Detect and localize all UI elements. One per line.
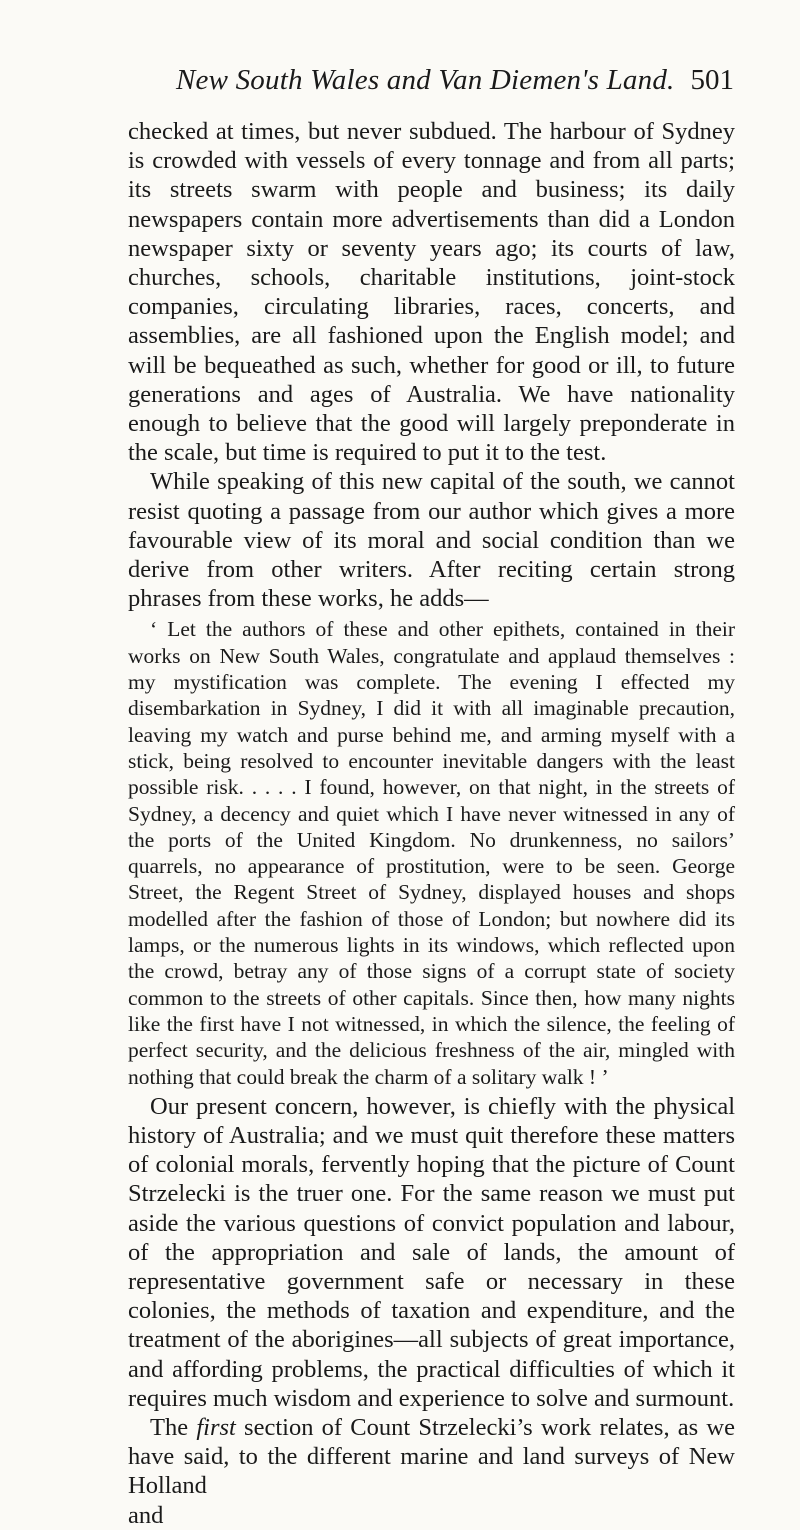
paragraph-first-section [128,1413,735,1501]
paragraph-continued: checked at times, but never subdued. The harbour of Sydney is crowded with vessels of every tonnage and from all parts; its streets swarm with people and business; its daily newspapers contain more advertisements than did a London newspaper sixty or seventy years ago; its courts of law, churches, schools, charitable institutions, joint-stock companies, circulating libraries, races, concerts, and assemblies, are all fashioned upon the English model; and will be bequeathed as such, whether for good or ill, to future generations and ages of Australia. We have nationality enough to believe that the good will largely preponderate in the scale, but time is required to put it to the test. [128,118,735,467]
paragraph-sydney-capital: While speaking of this new capital of the south, we cannot resist quoting a passage from our author which gives a more favourable view of its moral and social condition than we derive from other writers. After reciting certain strong phrases from these works, he adds— [128,468,735,613]
paragraph-physical-history: Our present concern, however, is chiefly with the physical history of Australia; and we must quit therefore these matters of colonial morals, fervently hoping that the picture of Count Strzelecki is the truer one. For the same reason we must put aside the various questions of convict population and labour, of the appropriation and sale of lands, the amount of representative government safe or necessary in these colonies, the methods of taxation and expenditure, and the treatment of the aborigines—all subjects of great importance, and affording problems, the practical difficulties of which it requires much wisdom and experience to solve and surmount. [128,1092,735,1412]
running-title: New South Wales and Van Diemen's Land. [176,64,675,96]
catchword: and [128,1501,164,1529]
page-number: 501 [690,64,734,96]
page-body [128,117,735,1530]
paragraph-rest: section of Count Strzelecki’s work relates, as we have said, to the different marine and land surveys of New Holland [128,1414,735,1500]
emphasis-first: first [196,1414,236,1442]
block-quotation: ‘ Let the authors of these and other epithets, contained in their works on New South Wales, congratulate and applaud themselves : my mystification was complete. The evening I effected my disembarkation in Sydney, I did it with all imaginable precaution, leaving my watch and purse behind me, and arming myself with a stick, being resolved to encounter inevitable dangers with the least possible risk. . . . . I found, however, on that night, in the streets of Sydney, a decency and quiet which I have never witnessed in any of the ports of the United Kingdom. No drunkenness, no sailors’ quarrels, no appearance of prostitution, were to be seen. George Street, the Regent Street of Sydney, displayed houses and shops modelled after the fashion of those of London; but nowhere did its lamps, or the numerous lights in its windows, which reflected upon the crowd, betray any of those signs of a corrupt state of society common to the streets of other capitals. Since then, how many nights like the first have I not witnessed, in which the silence, the feeling of perfect security, and the delicious freshness of the air, mingled with nothing that could break the charm of a solitary walk ! ’ [128,617,735,1089]
paragraph-lead: The [150,1414,197,1442]
running-header [128,64,734,108]
